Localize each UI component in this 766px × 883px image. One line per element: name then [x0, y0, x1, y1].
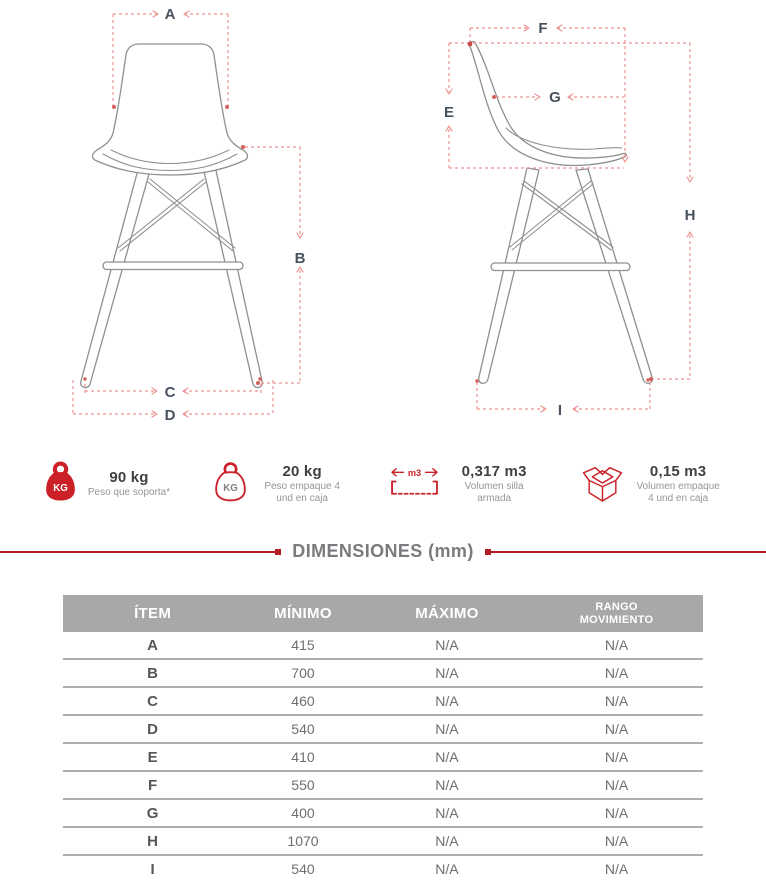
maximo-cell: N/A — [364, 771, 530, 799]
section-header — [0, 541, 766, 562]
maximo-cell: N/A — [435, 861, 459, 877]
kettlebell-solid-icon — [44, 461, 77, 507]
maximo-cell: N/A — [364, 799, 530, 827]
header-minimo: MÍNIMO — [242, 595, 364, 632]
minimo-cell: 460 — [242, 687, 364, 715]
maximo-cell: N/A — [364, 827, 530, 855]
item-cell: G — [63, 799, 242, 827]
spec-value: 20 kg — [282, 462, 322, 480]
item-cell: A — [63, 632, 242, 659]
spec-value: 0,317 m3 — [461, 462, 527, 480]
rango-cell: N/A — [530, 687, 703, 715]
spec-caption: Peso empaque 4 und en caja — [264, 480, 340, 504]
volume-ruler-icon — [390, 464, 439, 504]
right-rule — [485, 549, 766, 555]
m3-label: m3 — [408, 467, 422, 478]
dim-label-b: B — [294, 250, 306, 267]
table-row — [63, 799, 703, 827]
front-view-chair — [81, 44, 263, 388]
section-title: DIMENSIONES (mm) — [292, 541, 474, 561]
minimo-cell: 1070 — [242, 827, 364, 855]
dim-i-lines — [477, 382, 650, 411]
rango-cell: N/A — [530, 799, 703, 827]
spec-row — [0, 453, 766, 515]
spec-package-volume — [582, 461, 722, 507]
maximo-cell: N/A — [364, 632, 530, 659]
rango-cell: N/A — [530, 659, 703, 687]
spec-caption: Peso que soporta* — [87, 486, 171, 498]
kg-label: KG — [223, 483, 238, 495]
spec-weight-supported — [44, 461, 170, 507]
maximo-cell: N/A — [364, 659, 530, 687]
minimo-cell: 700 — [242, 659, 364, 687]
table-row — [63, 771, 703, 799]
minimo-cell: 540 — [291, 861, 315, 877]
table-row — [63, 632, 703, 659]
rango-cell: N/A — [530, 771, 703, 799]
dim-label-c: C — [164, 384, 176, 401]
maximo-cell: N/A — [364, 715, 530, 743]
kettlebell-outline-icon — [214, 461, 247, 507]
minimo-cell: 415 — [242, 632, 364, 659]
header-item: ÍTEM — [63, 595, 242, 632]
item-cell: C — [63, 687, 242, 715]
dim-label-e: E — [443, 104, 455, 121]
kg-label: KG — [53, 483, 68, 495]
table-row — [63, 743, 703, 771]
dim-label-g: G — [549, 89, 561, 106]
spec-caption: Volumen silla armada — [464, 480, 524, 504]
table-row — [63, 687, 703, 715]
dim-label-d: D — [164, 407, 176, 424]
minimo-cell: 540 — [242, 715, 364, 743]
table-row — [63, 715, 703, 743]
spec-caption: Volumen empaque 4 und en caja — [636, 480, 720, 504]
minimo-cell: 410 — [242, 743, 364, 771]
rango-cell: N/A — [604, 861, 629, 877]
dimensions-table — [63, 595, 703, 882]
spec-assembled-volume — [390, 463, 538, 505]
table-row — [63, 827, 703, 855]
maximo-cell: N/A — [364, 743, 530, 771]
maximo-cell: N/A — [364, 687, 530, 715]
table-row — [63, 855, 703, 882]
item-cell: H — [63, 827, 242, 855]
header-rango-label: RANGO MOVIMIENTO — [579, 600, 654, 626]
item-cell: D — [63, 715, 242, 743]
spec-package-weight — [214, 461, 346, 507]
rango-cell: N/A — [530, 632, 703, 659]
left-rule — [0, 549, 281, 555]
rango-cell: N/A — [530, 715, 703, 743]
dim-label-a: A — [164, 6, 176, 23]
item-cell: F — [63, 771, 242, 799]
rango-cell: N/A — [530, 827, 703, 855]
item-cell: I — [150, 860, 155, 878]
item-cell: B — [63, 659, 242, 687]
item-cell: E — [63, 743, 242, 771]
spec-value: 0,15 m3 — [649, 462, 707, 480]
spec-value: 90 kg — [109, 468, 149, 486]
dim-label-h: H — [684, 207, 696, 224]
dim-label-f: F — [538, 20, 548, 37]
minimo-cell: 550 — [242, 771, 364, 799]
dim-label-i: I — [557, 402, 563, 419]
header-rango — [530, 595, 703, 632]
minimo-cell: 400 — [242, 799, 364, 827]
rango-cell: N/A — [530, 743, 703, 771]
table-row — [63, 659, 703, 687]
open-box-icon — [582, 461, 623, 507]
table-header-row — [63, 595, 703, 632]
header-maximo: MÁXIMO — [364, 595, 530, 632]
dimension-arrows — [152, 11, 693, 417]
